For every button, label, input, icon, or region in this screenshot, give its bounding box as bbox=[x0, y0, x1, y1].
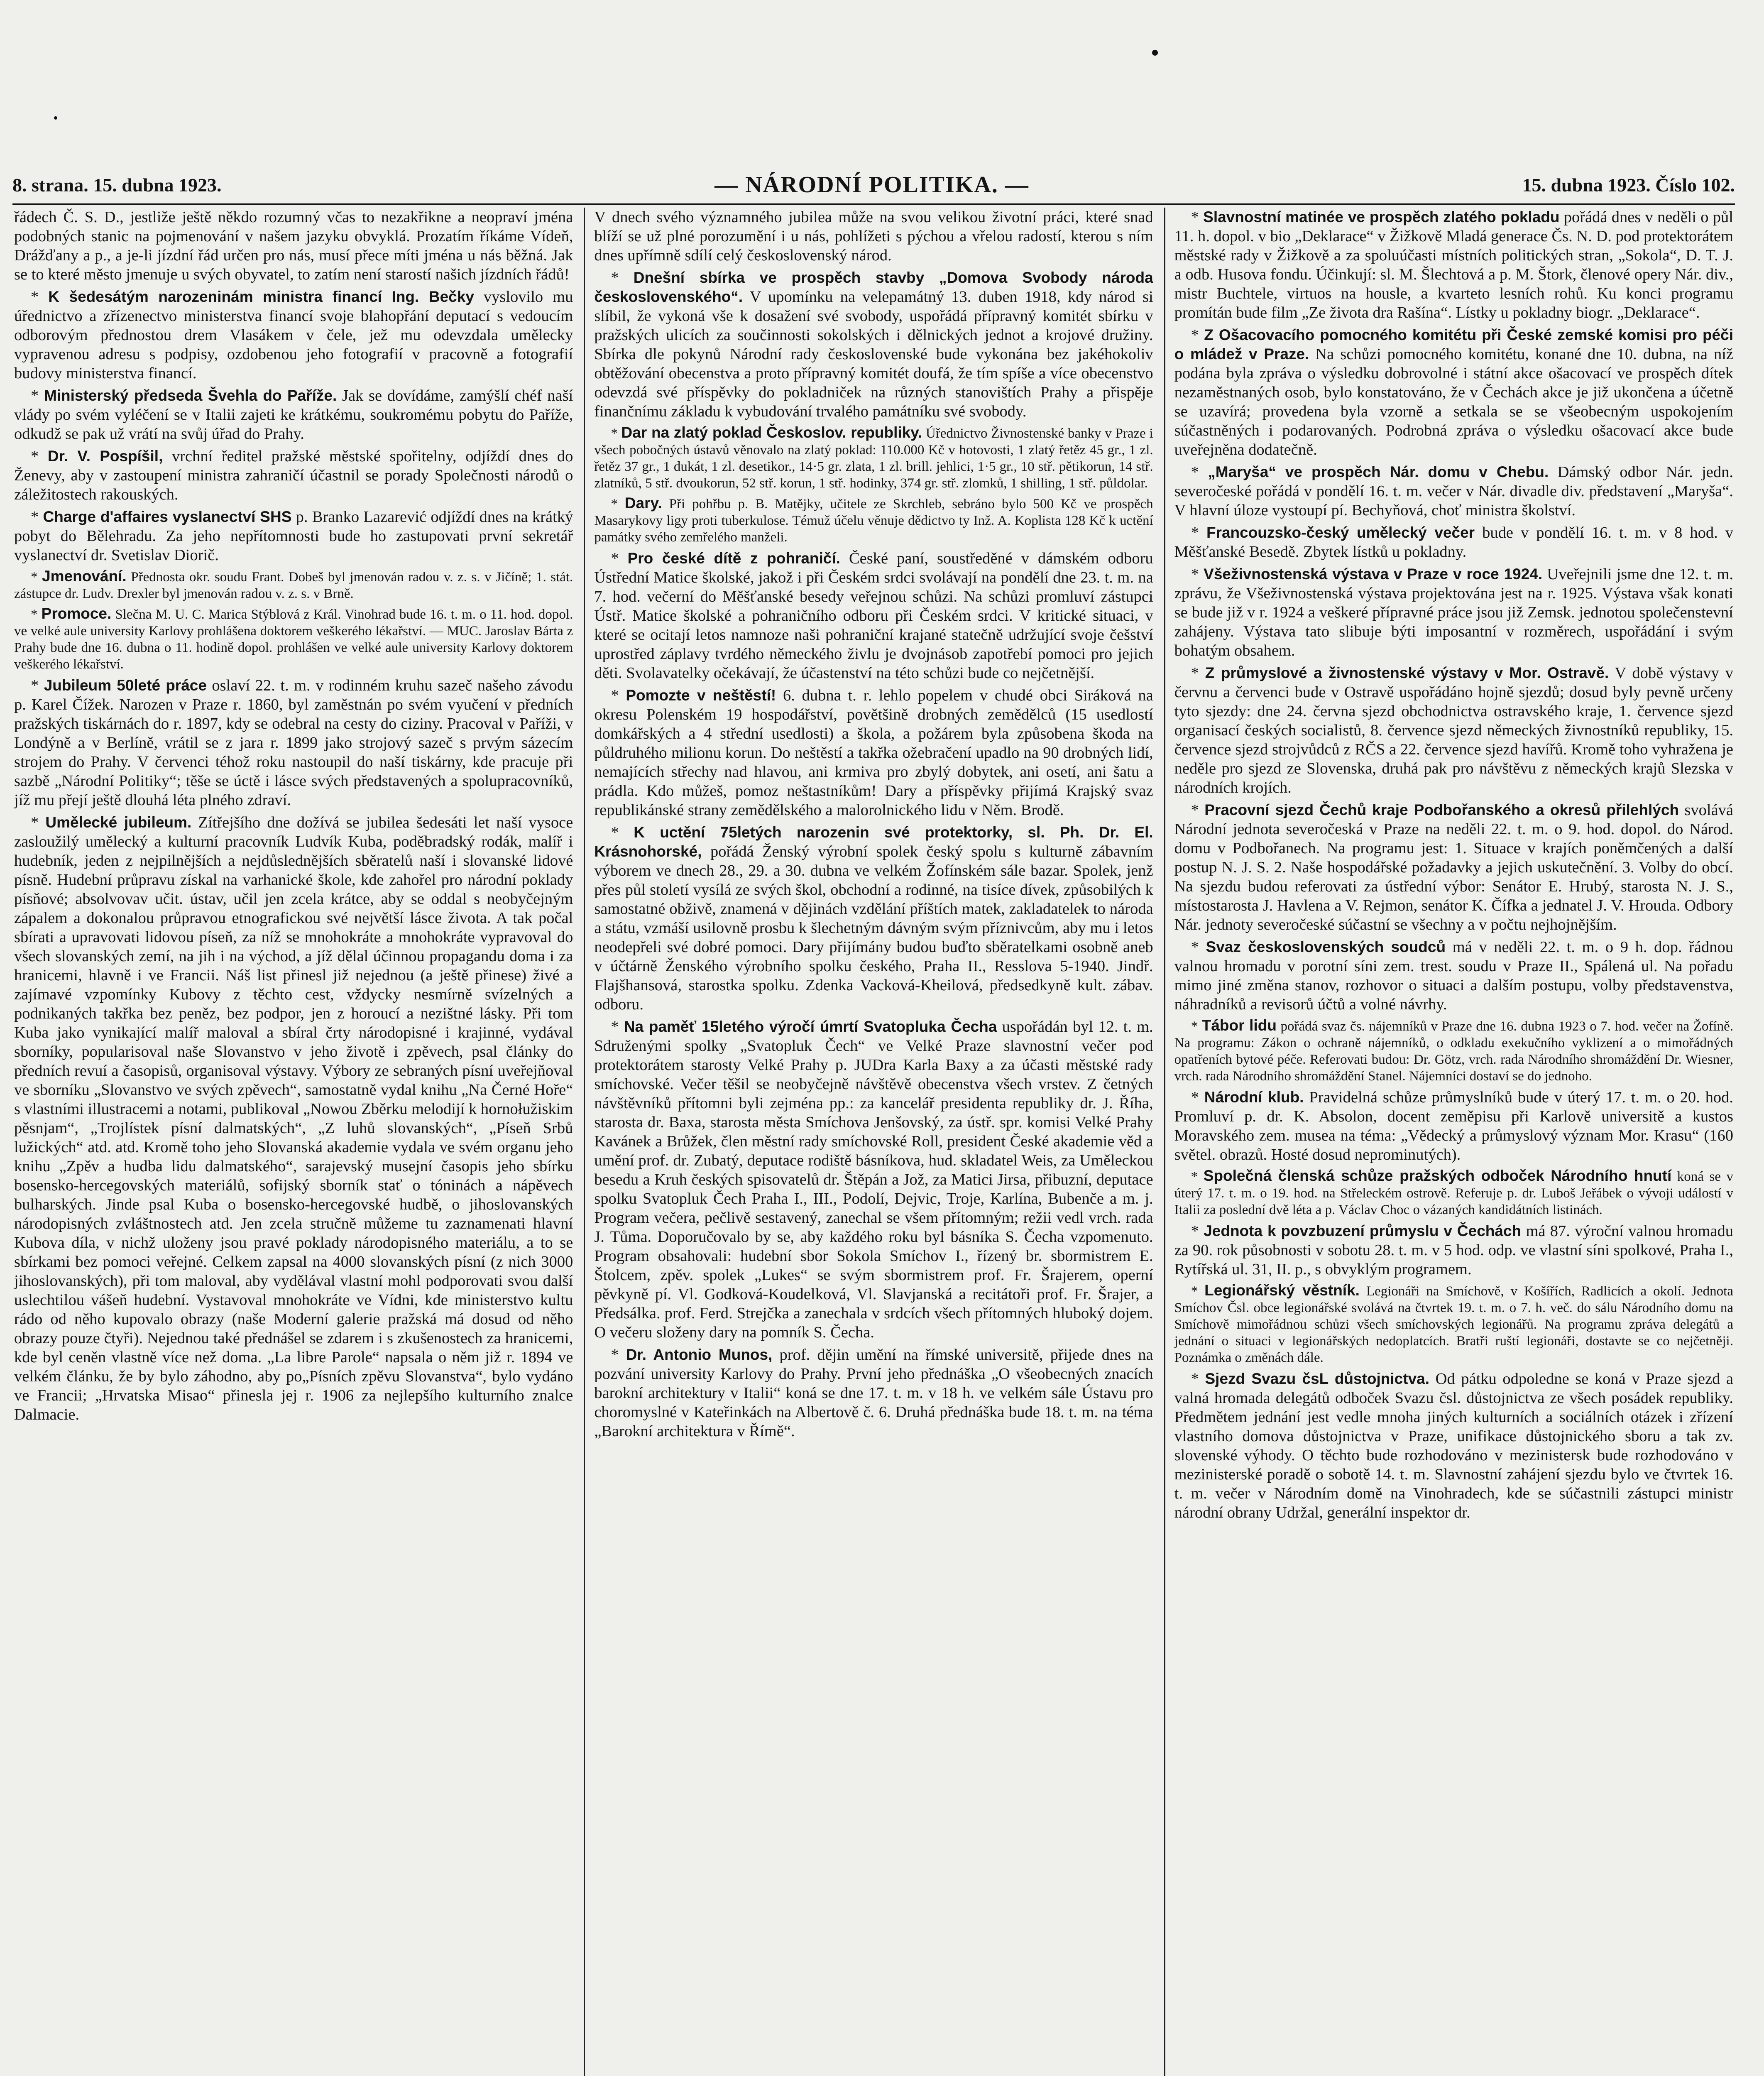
article-headline: Dr. V. Pospíšil, bbox=[47, 448, 163, 465]
article-paragraph: * Jednota k povzbuzení průmyslu v Čechách má 87. výroční valnou hromadu za 90. rok působnosti v sobotu 28. t. m. v 5 hod. odp. ve vlastní síni spolkové, Praha I., Rytířská ul. 31, II. p., s obvyklým programem. bbox=[1174, 1222, 1734, 1278]
article-headline: Umělecké jubileum. bbox=[45, 814, 192, 831]
article-text: řádech Č. S. D., jestliže ještě někdo rozumný včas to nezakřikne a neopraví jména podobných stanic na pojmenování v našem jazyku obvyklá. Prozatím říkáme Vídeň, Drážďany a p., a je-li jízdní řád určen pro nás, musí přece míti jména u nás běžná. Jak se to které město jmenuje u svých obyvatel, to zatím není starostí našich jízdních řádů! bbox=[14, 208, 573, 283]
newspaper-title: — NÁRODNÍ POLITIKA. — bbox=[714, 172, 1029, 198]
article-paragraph: * Svaz československých soudců má v neděli 22. t. m. o 9 h. dop. řádnou valnou hromadu v porotní síni zem. trest. soudu v Praze II., Spálená ul. Na pořadu mimo jiné změna stanov, rozhovor o situaci a dalším postupu, volby představenstva, náhradníků a revisorů účtů a volné návrhy. bbox=[1174, 938, 1734, 1013]
article-paragraph: * Z Ošacovacího pomocného komitétu při České zemské komisi pro péči o mládež v Praze. Na schůzi pomocného komitétu, konané dne 10. dubna, na níž podána byla zpráva o výsledku dobrovolné i státní akce ošacovací ve prospěch dítek nezaměstnaných osob, bylo konstatováno, že v Čechách akce je již ukončena a účetně se uzavírá; provedena byla vzorně a setkala se se všeobecným uspokojením súčastněných i podarovaných. Podrobná zpráva o výsledku ošacovací akce bude uveřejněna dodatečně. bbox=[1174, 326, 1733, 458]
article-columns bbox=[12, 208, 1735, 2076]
article-text: Slečna M. U. C. Marica Stýblová z Král. Vinohrad bude 16. t. m. o 11. hod. dopol. ve velké aule university Karlovy prohlášena doktorem veškerého lékařství. — MUC. Jaroslav Bárta z Prahy bude dne 16. dubna o 11. hodině dopol. prohlášen ve velké aule university Karlovy doktorem veškerého lékařství. bbox=[14, 607, 573, 672]
article-paragraph: * Dary. Při pohřbu p. B. Matějky, učitele ze Skrchleb, sebráno bylo 500 Kč ve prospěch Masarykovy ligy proti tuberkulose. Témuž účelu věnuje dědictvo ty Inž. A. Koplista 128 Kč k uctění památky svého zemřelého manželi. bbox=[594, 495, 1153, 545]
article-text: Od pátku odpoledne se koná v Praze sjezd a valná hromada delegátů odboček Svazu čsl. důstojnictva ze všech posádek republiky. Předmětem jednání jest vedle mnoha jiných kulturních a sociálních otázek i zřízení vlastního domova důstojnictva v Praze, unifikace důstojnického sboru a tak zv. slovenské výhody. O těchto bude rozhodováno v mezinistersk bude rozhodováno v mezinisterské poradě o sobotě 14. t. m. Slavnostní zahájení sjezdu bylo ve čtvrtek 16. t. m. večer v Národním domě na Vinohradech, kde se súčastnili zástupci ministr národní obrany Udržal, generální inspektor dr. bbox=[1174, 1370, 1733, 1521]
issue-number: 15. dubna 1923. Číslo 102. bbox=[1522, 174, 1735, 196]
article-paragraph: * Národní klub. Pravidelná schůze průmyslníků bude v úterý 17. t. m. o 20. hod. Promluví p. dr. K. Absolon, docent zeměpisu při Karlově universitě a kustos Moravského zem. musea na téma: „Vědecký a průmyslový význam Mor. Krasu“ (160 světel. obrazů. Hosté dosud neprominutých). bbox=[1174, 1089, 1733, 1163]
print-mark bbox=[54, 116, 57, 120]
article-paragraph: * Umělecké jubileum. Zítřejšího dne dožívá se jubilea šedesáti let naší vysoce zasloužilý umělecký a kulturní pracovník Ludvík Kuba, poděbradský rodák, malíř i hudebník, jeden z nejpilnějších a nejdůslednějších sběratelů naší i slovanské lidové písně. Hudební průpravu získal na varhanické škole, kde zahořel pro národní poklady písňové; absolvovav učit. ústav, učil jen zcela krátce, aby se oddal s neobyčejným zápalem a dokonalou průpravou etnografickou své největší lásce života. A tak počal sbírati a upravovati lidovou píseň, za níž se mnohokráte a mnohokráte vypravoval do všech slovanských zemí, na jih i na východ, a jíž dělal účinnou propagandu doma i za hranicemi, hlavně i ve Francii. Náš list přinesl již nejednou (a ještě přinese) živé a zajímavé vzpomínky Kubovy z těchto cest, vždycky nesmírně svízelných a podnikaných takřka bez peněz, bez podpor, jen z horoucí a nezištné lásky. Při tom Kuba jako vynikající malíř maloval a sbíral črty národopisné i krajinné, vydával sborníky, popularisoval naše Slovanstvo v jeho životě i zpěvech, psal články do předních revuí a časopisů, organisoval výstavy. Výbory ze sebraných písní uveřejňoval ve sborníku „Slovanstvo ve svých zpěvech“, samostatně vydal knihu „Na Černé Hoře“ s vlastními illustracemi a notami, publikoval „Nowou Zběrku melodijí k hornołužiskim pěsnjam“, „Trojlístek písní dalmatských“, „Z luhů slovanských“, „Píseň Srbů lužických“ atd. atd. Kromě toho jeho Slovanská akademie vydala ve svém organu jeho knihu „Zpěv a hudba lidu dalmatského“, sarajevský musejní časopis jeho sbírku bosensko-hercegovských materiálů, sofijský sborník stať o tóninách a nápěvech bulharských. Jinde psal Kuba o bosensko-hercegovské hudbě, o jihoslovanských národopisných zvláštnostech atd. Jen zcela stručně můžeme tu zaznamenati hlavní Kubova díla, v nichž uloženy jsou pravé poklady národopisného materiálu, a to se sbírkami bez pomoci veřejné. Celkem zapsal na 4000 slovanských písní (z nich 3000 jihoslovanských), při tom maloval, aby vydělával vlastní mohl podporovati svou další uslechtilou vášeň hudební. Vystavoval mnohokráte ve Vídni, kde ministerstvo kultu rádo od něho kupovalo obrazy (naše Moderní galerie pražská má dosud od něho obrazy pouze čtyři). Nejednou také přednášel se zdarem i s zkušenostech za hranicemi, kde byl ceněn vlastně více než doma. „La libre Parole“ napsala o něm již r. 1894 ve velkém článku, že by bylo záhodno, aby po„Písních zpěvu Slovanstva“, bylo vydáno ve Francii; „Hrvatska Misao“ přinesla jej r. 1906 za nejlepšího kulturního znalce Dalmacie. bbox=[14, 814, 573, 1423]
article-paragraph: * Dar na zlatý poklad Českoslov. republiky. Úřednictvo Živnostenské banky v Praze i všech pobočných ústavů věnovalo na zlatý poklad: 110.000 Kč v hotovosti, 1 zlatý řetěz 45 gr., 1 zl. řetěz 37 gr., 1 dukát, 1 zl. desetikor., 14·5 gr. zlata, 1 zl. brill. jehlici, 1·5 gr., 10 stř. pětikorun, 14 stř. zlatníků, 5 stř. dvoukorun, 52 stř. korun, 1 stř. hodinky, 374 gr. stř. zlomků, 1 shilling, 1 stř. půldolar. bbox=[594, 424, 1153, 491]
article-text: koná se v úterý 17. t. m. o 19. hod. na Střeleckém ostrově. Referuje p. dr. Luboš Jeřábek o vývoji událostí v Italii za poslední dvě léta a p. Václav Choc o vázaných kandidátních listinách. bbox=[1174, 1169, 1733, 1217]
article-text: V upomínku na velepamátný 13. duben 1918, kdy národ si slíbil, že vykoná vše k dosažení své svobody, uspořádá přípravný komitét sbírku v pražských ulicích za součinnosti sokolských i dělnických jednot a krojové družiny. Sbírka dle pokynů Národní rady československé bude vykonána bez jakéhokoliv obtěžování obecenstva a proto přípravný komitét doufá, že tím spíše a více obecenstvo odevzdá své příspěvky do pokladniček na různých stanovištích Prahy a přispěje finančnímu základu k vybudování trvalého památníku své svobody. bbox=[594, 288, 1153, 420]
article-paragraph: * Ministerský předseda Švehla do Paříže. Jak se dovídáme, zamýšlí chéf naší vlády po svém vyléčení se v Italii zajeti ke krátkému, soukromému pobytu do Paříže, odkudž se pak už vrátí na svůj úřad do Prahy. bbox=[14, 387, 573, 443]
article-paragraph: * Pro české dítě z pohraničí. České paní, soustředěné v dámském odboru Ústřední Matice školské, jakož i při Českém srdci svolávají na pondělí dne 23. t. m. na 7. hod. večerní do Měšťanské besedy veřejnou schůzi. Na schůzi promluví zástupci Ústř. Matice školské a pohraničního odboru při Českém srdci. V kritické situaci, v které se ocitají letos namnoze naši pohraniční krajané statečně udržující svoje češství uprostřed záplavy tvrdého německého živlu je dvojnásob zapotřebí pomoci pro jejich děti. Svolavatelky očekávají, že účastenství na této schůzi bude co nejčetnější. bbox=[594, 550, 1153, 682]
article-paragraph: * Dr. V. Pospíšil, vrchní ředitel pražské městské spořitelny, odjíždí dnes do Ženevy, aby v zastoupení ministra zahraničí účastnil se porady Společnosti národů o záležitostech rakouských. bbox=[14, 448, 573, 503]
article-headline: K uctění 75letých narozenin své protektorky, sl. Ph. Dr. El. Krásnohorské, bbox=[594, 824, 1153, 860]
article-paragraph: * Legionářský věstník. Legionáři na Smíchově, v Košířích, Radlicích a okolí. Jednota Smíchov Čsl. obce legionářské svolává na čtvrtek 19. t. m. o 7. h. več. do sálu Národního domu na Smíchově mimořádnou schůzi všech smíchovských legionářů. Na programu zpráva delegátů a jednání o situaci v legionářských nedoplatcích. Bratři ruští legionáři, dostavte se co nejčetněji. Poznámka o změnách dále. bbox=[1174, 1282, 1733, 1365]
article-text: Dámský odbor Nár. jedn. severočeské pořádá v pondělí 16. t. m. večer v Nár. divadle div. představení „Maryša“. V hlavní úloze vystoupí pí. Bechyňová, choť ministra školství. bbox=[1174, 463, 1733, 519]
article-text: V dnech svého významného jubilea může na svou velikou životní práci, které snad blíží se už plné porozumění i u nás, pohlížeti s pýchou a vřelou radostí, kterou s ním dnes upřímně sdílí celý československý národ. bbox=[594, 208, 1153, 264]
article-headline: Tábor lidu bbox=[1201, 1017, 1277, 1034]
article-text: bude v pondělí 16. t. m. v 8 hod. v Měšťanské Besedě. Zbytek lístků u pokladny. bbox=[1174, 524, 1733, 561]
article-headline: Charge d'affaires vyslanectví SHS bbox=[43, 508, 292, 525]
article-text: V době výstavy v červnu a červenci bude v Ostravě uspořádáno hojně sjezdů; dosud byly pevně určeny tyto sjezdy: dne 24. června sjezd obchodnictva ostravského kraje, 1. července sjezd organisací českých socialistů, 8. července sjezd německých živnostníků republiky, 15. července sjezd strojvůdců z RČS a 22. července sjezd havířů. Kromě toho vyhražena je neděle pro sjezd ze Slovenska, druhá pak pro návštěvu z německých krajů Slezska v národních krojích. bbox=[1174, 664, 1733, 796]
article-text: pořádá dnes v neděli o půl 11. h. dopol. v bio „Deklarace“ v Žižkově Mladá generace Čs. N. D. pod protektorátem městské rady v Žižkově a za spoluúčasti místních politických stran, „Sokola“, D. T. J. a odb. Husova fondu. Účinkují: sl. M. Šlechtová a p. M. Štork, členové opery Nár. div., mistr Buchtele, virtuos na housle, a kvarteto lesních rohů. Ku konci programu promítán bude film „Ze života dra Rašína“. Lístky u pokladny biogr. „Deklarace“. bbox=[1174, 208, 1733, 321]
column-2 bbox=[584, 208, 1155, 2076]
article-text: svolává Národní jednota severočeská v Praze na neděli 22. t. m. o 9. hod. dopol. do Národ. domu v Podbořanech. Na programu jest: 1. Situace v krajích poněmčených a další postup N. J. S. 2. Naše hospodářské požadavky a jejich uskutečnění. 3. Volby do obcí. Na sjezdu budou referovati za ústřední výbor: Senátor E. Hrubý, starosta N. J. S., místostarosta J. Havlena a V. Rejmon, senátor K. Čífka a jednatel J. V. Hrouda. Odbory Nár. jednoty severočeské súčastní se všechny a v počtu nejhojnějším. bbox=[1174, 801, 1734, 933]
article-text: Uveřejnili jsme dne 12. t. m. zprávu, že Všeživnostenská výstava projektována jest na r. 1925. Výstava však konati se bude již v r. 1924 a veškeré přípravné práce jsou již Zemsk. jednotou společenstevní zahájeny. Výstava tato slibuje býti imposantní v rozměrech, uspořádání i svým bohatým obsahem. bbox=[1174, 566, 1733, 659]
article-headline: Všeživnostenská výstava v Praze v roce 1924. bbox=[1204, 566, 1543, 583]
article-paragraph: * Jmenování. Přednosta okr. soudu Frant. Dobeš byl jmenován radou v. z. s. v Jičíně; 1. stát. zástupce dr. Ludv. Drexler byl jmenován radou v. z. s. v Brně. bbox=[14, 568, 573, 601]
article-headline: Dar na zlatý poklad Českoslov. republiky. bbox=[621, 424, 922, 441]
article-text: Jak se dovídáme, zamýšlí chéf naší vlády po svém vyléčení se v Italii zajeti ke krátkému, soukromému pobytu do Paříže, odkudž se pak už vrátí na svůj úřad do Prahy. bbox=[14, 387, 573, 443]
article-paragraph: * K šedesátým narozeninám ministra financí Ing. Bečky vyslovilo mu úřednictvo a zřízenectvo ministerstva financí svoje blahopřání deputací s vedoucím odborovým přednostou drem Vlasákem v čele, jež mu odevzdala umělecky vypravenou adresu s podpisy, ozdobenou jeho fotografií v pracovně a fotografií budovy ministerstva financí. bbox=[14, 288, 573, 382]
article-paragraph: * Společná členská schůze pražských odboček Národního hnutí koná se v úterý 17. t. m. o 19. hod. na Střeleckém ostrově. Referuje p. dr. Luboš Jeřábek o vývoji událostí v Italii za poslední dvě léta a p. Václav Choc o vázaných kandidátních listinách. bbox=[1174, 1167, 1733, 1217]
print-mark bbox=[1152, 50, 1158, 56]
article-text: p. Branko Lazarević odjíždí dnes na krátký pobyt do Bělehradu. Za jeho nepřítomnosti bude ho zastupovati první sekretář vyslanectví dr. Svetislav Diorič. bbox=[14, 508, 573, 564]
article-text: České paní, soustředěné v dámském odboru Ústřední Matice školské, jakož i při Českém srdci svolávají na pondělí dne 23. t. m. na 7. hod. večerní do Měšťanské besedy veřejnou schůzi. Na schůzi promluví zástupci Ústř. Matice školské a pohraničního odboru při Českém srdci. V kritické situaci, v které se ocitají letos namnoze naši pohraniční krajané statečně udržující svoje češství uprostřed záplavy tvrdého německého živlu je dvojnásob zapotřebí pomoci pro jejich děti. Svolavatelky očekávají, že účastenství na této schůzi bude co nejčetnější. bbox=[594, 550, 1153, 682]
article-text: Na schůzi pomocného komitétu, konané dne 10. dubna, na níž podána byla zpráva o výsledku dobrovolné i státní akce ošacovací ve prospěch dítek nezaměstnaných osob, bylo konstatováno, že v Čechách akce je již ukončena a účetně se uzavírá; provedena byla vzorně a setkala se se všeobecným uspokojením súčastněných i podarovaných. Podrobná zpráva o výsledku ošacovací akce bude uveřejněna dodatečně. bbox=[1174, 345, 1733, 458]
article-text: Legionáři na Smíchově, v Košířích, Radlicích a okolí. Jednota Smíchov Čsl. obce legionářské svolává na čtvrtek 19. t. m. o 7. h. več. do sálu Národního domu na Smíchově mimořádnou schůzi všech smíchovských legionářů. Na programu zpráva delegátů a jednání o situaci v legionářských nedoplatcích. Bratři ruští legionáři, dostavte se co nejčetněji. Poznámka o změnách dále. bbox=[1174, 1284, 1733, 1365]
article-paragraph bbox=[594, 208, 1153, 265]
article-paragraph: * Francouzsko-český umělecký večer bude v pondělí 16. t. m. v 8 hod. v Měšťanské Besedě. Zbytek lístků u pokladny. bbox=[1174, 524, 1733, 561]
article-headline: Slavnostní matinée ve prospěch zlatého pokladu bbox=[1203, 208, 1560, 225]
article-text: 6. dubna t. r. lehlo popelem v chudé obci Siráková na okresu Polenském 19 hospodářství, povětšině drobných zemědělců (15 usedlostí domkářských a 4 střední usedlosti) a škola, a požárem byla způsobena škoda na půldruhého milionu korun. Do neštěstí a takřka ožebračení upadlo na 90 drobných lidí, nemajících střechy nad hlavou, ani krmiva pro zbylý dobytek, ani osetí, ani šatu a prádla. Kdo můžeš, pomoz neštastníkům! Dary a příspěvky přijímá Krajský svaz republikánské strany zemědělského a malorolnického lidu v Něm. Brodě. bbox=[594, 687, 1153, 819]
page-number-date: 8. strana. 15. dubna 1923. bbox=[12, 174, 222, 196]
article-headline: Společná členská schůze pražských odboček Národního hnutí bbox=[1203, 1167, 1672, 1184]
article-paragraph: * Dnešní sbírka ve prospěch stavby „Domova Svobody národa československého“. V upomínku na velepamátný 13. duben 1918, kdy národ si slíbil, že vykoná vše k dosažení své svobody, uspořádá přípravný komitét sbírku v pražských ulicích za součinnosti sokolských i dělnických jednot a krojové družiny. Sbírka dle pokynů Národní rady československé bude vykonána bez jakéhokoliv obtěžování obecenstva a proto přípravný komitét doufá, že tím spíše a více obecenstvo odevzdá své příspěvky do pokladniček na různých stanovištích Prahy a přispěje finančnímu základu k vybudování trvalého památníku své svobody. bbox=[594, 269, 1153, 420]
article-headline: Promoce. bbox=[41, 605, 112, 622]
article-paragraph: * Pomozte v neštěstí! 6. dubna t. r. lehlo popelem v chudé obci Siráková na okresu Polenském 19 hospodářství, povětšině drobných zemědělců (15 usedlostí domkářských a 4 střední usedlosti) a škola, a požárem byla způsobena škoda na půldruhého milionu korun. Do neštěstí a takřka ožebračení upadlo na 90 drobných lidí, nemajících střechy nad hlavou, ani krmiva pro zbylý dobytek, ani osetí, ani šatu a prádla. Kdo můžeš, pomoz neštastníkům! Dary a příspěvky přijímá Krajský svaz republikánské strany zemědělského a malorolnického lidu v Něm. Brodě. bbox=[594, 687, 1153, 819]
article-headline: Francouzsko-český umělecký večer bbox=[1206, 524, 1475, 541]
article-headline: Národní klub. bbox=[1204, 1089, 1304, 1106]
article-headline: Na paměť 15letého výročí úmrtí Svatopluka Čecha bbox=[624, 1018, 997, 1035]
column-3 bbox=[1164, 208, 1735, 2076]
article-text: pořádá Ženský výrobní spolek český spolu s kulturně zábavním výborem ve dnech 28., 29. a 30. dubna ve velkém Žofínském sále bazar. Spolek, jenž přes půl století vysílá ze svých škol, obchodní a rodinné, na tisíce dívek, způsobilých k samostatné obživě, znamená v dějinách vzdělání příštích matek, zakladatelek to národa a státu, vzmáší usilovně prosbu k šlechetným dávným svým příznivcům, aby mu i letos neodepřeli své dobré pomoci. Dary přijímány budou buďto sběratelkami osobně aneb v účtárně Ženského výrobního spolku českého, Praha II., Resslova 5-1940. Jindř. Flajšhansová, starostka spolku. Zdenka Vacková-Kheilová, předsedkyně kult. zábav. odboru. bbox=[594, 843, 1153, 1013]
page-header bbox=[12, 166, 1735, 205]
article-headline: Sjezd Svazu čsL důstojnictva. bbox=[1205, 1370, 1430, 1387]
article-text: pořádá svaz čs. nájemníků v Praze dne 16. dubna 1923 o 7. hod. večer na Žofíně. Na programu: Zákon o ochraně nájemníků, o odkladu exekučního vyklizení a o mimořádných opatřeních bytové péče. Referovati budou: Dr. Götz, vrch. rada Národního shromáždění Dr. Wiesner, vrch. rada Národního shromáždění Stanel. Nájemníci dostaví se do jednoho. bbox=[1174, 1019, 1733, 1084]
article-paragraph: * Z průmyslové a živnostenské výstavy v Mor. Ostravě. V době výstavy v červnu a červenci bude v Ostravě uspořádáno hojně sjezdů; dosud byly pevně určeny tyto sjezdy: dne 24. června sjezd obchodnictva ostravského kraje, 1. července sjezd organisací českých socialistů, 8. července sjezd německých živnostníků republiky, 15. července sjezd strojvůdců z RČS a 22. července sjezd havířů. Kromě toho vyhražena je neděle pro sjezd ze Slovenska, druhá pak pro návštěvu z německých krajů Slezska v národních krojích. bbox=[1174, 664, 1733, 796]
article-text: Přednosta okr. soudu Frant. Dobeš byl jmenován radou v. z. s. v Jičíně; 1. stát. zástupce dr. Ludv. Drexler byl jmenován radou v. z. s. v Brně. bbox=[14, 570, 573, 601]
article-headline: Ministerský předseda Švehla do Paříže. bbox=[44, 387, 337, 404]
article-paragraph: * Slavnostní matinée ve prospěch zlatého pokladu pořádá dnes v neděli o půl 11. h. dopol. v bio „Deklarace“ v Žižkově Mladá generace Čs. N. D. pod protektorátem městské rady v Žižkově a za spoluúčasti místních politických stran, „Sokola“, D. T. J. a odb. Husova fondu. Účinkují: sl. M. Šlechtová a p. M. Štork, členové opery Nár. div., mistr Buchtele, virtuos na housle, a kvarteto lesních rohů. Ku konci programu promítán bude film „Ze života dra Rašína“. Lístky u pokladny biogr. „Deklarace“. bbox=[1174, 208, 1733, 321]
article-headline: Pomozte v neštěstí! bbox=[626, 687, 776, 704]
article-headline: K šedesátým narozeninám ministra financí Ing. Bečky bbox=[48, 288, 474, 305]
article-headline: Pracovní sjezd Čechů kraje Podbořanského a okresů přilehlých bbox=[1204, 801, 1679, 818]
article-paragraph: * K uctění 75letých narozenin své protektorky, sl. Ph. Dr. El. Krásnohorské, pořádá Ženský výrobní spolek český spolu s kulturně zábavním výborem ve dnech 28., 29. a 30. dubna ve velkém Žofínském sále bazar. Spolek, jenž přes půl století vysílá ze svých škol, obchodní a rodinné, na tisíce dívek, způsobilých k samostatné obživě, znamená v dějinách vzdělání příštích matek, zakladatelek to národa a státu, vzmáší usilovně prosbu k šlechetným dávným svým příznivcům, aby mu i letos neodepřeli své dobré pomoci. Dary přijímány budou buďto sběratelkami osobně aneb v účtárně Ženského výrobního spolku českého, Praha II., Resslova 5-1940. Jindř. Flajšhansová, starostka spolku. Zdenka Vacková-Kheilová, předsedkyně kult. zábav. odboru. bbox=[594, 824, 1153, 1013]
article-headline: Jubileum 50leté práce bbox=[44, 677, 207, 694]
article-headline: Z Ošacovacího pomocného komitétu při České zemské komisi pro péči o mládež v Praze. bbox=[1174, 326, 1733, 362]
article-headline: Legionářský věstník. bbox=[1204, 1282, 1360, 1299]
article-paragraph: * Dr. Antonio Munos, prof. dějin umění na římské universitě, přijede dnes na pozvání university Karlovy do Prahy. První jeho přednáška „O všeobecných znacích barokní architektury v Italii“ koná se dne 17. t. m. v 18 h. ve velkém sále Ústavu pro choromyslné v Kateřinkách na Albertově č. 6. Druhá přednáška bude 18. t. m. na téma „Barokní architektura v Římě“. bbox=[594, 1346, 1153, 1440]
column-1 bbox=[12, 208, 575, 2076]
article-paragraph: * Charge d'affaires vyslanectví SHS p. Branko Lazarević odjíždí dnes na krátký pobyt do Bělehradu. Za jeho nepřítomnosti bude ho zastupovati první sekretář vyslanectví dr. Svetislav Diorič. bbox=[14, 508, 573, 564]
article-text: Pravidelná schůze průmyslníků bude v úterý 17. t. m. o 20. hod. Promluví p. dr. K. Absolon, docent zeměpisu při Karlově universitě a kustos Moravského zem. musea na téma: „Vědecký a průmyslový význam Mor. Krasu“ (160 světel. obrazů. Hosté dosud neprominutých). bbox=[1174, 1089, 1733, 1163]
article-headline: „Maryša“ ve prospěch Nár. domu v Chebu. bbox=[1208, 463, 1549, 480]
article-headline: Pro české dítě z pohraničí. bbox=[627, 550, 840, 567]
article-text: Úřednictvo Živnostenské banky v Praze i všech pobočných ústavů věnovalo na zlatý poklad: 110.000 Kč v hotovosti, 1 zlatý řetěz 45 gr., 1 zl. řetěz 37 gr., 1 dukát, 1 zl. desetikor., 14·5 gr. zlata, 1 zl. brill. jehlici, 1·5 gr., 10 stř. pětikorun, 14 stř. zlatníků, 5 stř. dvoukorun, 52 stř. korun, 1 stř. hodinky, 374 gr. stř. zlomků, 1 shilling, 1 stř. půldolar. bbox=[594, 426, 1153, 491]
article-text: vyslovilo mu úřednictvo a zřízenectvo ministerstva financí svoje blahopřání deputací s vedoucím odborovým přednostou drem Vlasákem v čele, jež mu odevzdala umělecky vypravenou adresu s podpisy, ozdobenou jeho fotografií v pracovně a fotografií budovy ministerstva financí. bbox=[14, 288, 573, 382]
article-paragraph: * Promoce. Slečna M. U. C. Marica Stýblová z Král. Vinohrad bude 16. t. m. o 11. hod. dopol. ve velké aule university Karlovy prohlášena doktorem veškerého lékařství. — MUC. Jaroslav Bárta z Prahy bude dne 16. dubna o 11. hodině dopol. prohlášen ve velké aule university Karlovy doktorem veškerého lékařství. bbox=[14, 605, 573, 672]
article-paragraph: * Pracovní sjezd Čechů kraje Podbořanského a okresů přilehlých svolává Národní jednota severočeská v Praze na neděli 22. t. m. o 9. hod. dopol. do Národ. domu v Podbořanech. Na programu jest: 1. Situace v krajích poněmčených a další postup N. J. S. 2. Naše hospodářské požadavky a jejich uskutečnění. 3. Volby do obcí. Na sjezdu budou referovati za ústřední výbor: Senátor E. Hrubý, starosta N. J. S., místostarosta J. Havlena a V. Rejmon, senátor K. Čífka a jednatel J. V. Hrouda. Odbory Nár. jednoty severočeské súčastní se všechny a v počtu nejhojnějším. bbox=[1174, 801, 1734, 933]
article-headline: Dary. bbox=[624, 495, 662, 512]
article-text: prof. dějin umění na římské universitě, přijede dnes na pozvání university Karlovy do Prahy. První jeho přednáška „O všeobecných znacích barokní architektury v Italii“ koná se dne 17. t. m. v 18 h. ve velkém sále Ústavu pro choromyslné v Kateřinkách na Albertově č. 6. Druhá přednáška bude 18. t. m. na téma „Barokní architektura v Římě“. bbox=[594, 1346, 1153, 1440]
article-text: vrchní ředitel pražské městské spořitelny, odjíždí dnes do Ženevy, aby v zastoupení ministra zahraničí účastnil se porady Společnosti národů o záležitostech rakouských. bbox=[14, 448, 573, 503]
article-headline: Jmenování. bbox=[42, 568, 127, 585]
article-headline: Svaz československých soudců bbox=[1206, 938, 1446, 955]
article-text: Zítřejšího dne dožívá se jubilea šedesáti let naší vysoce zasloužilý umělecký a kulturní pracovník Ludvík Kuba, poděbradský rodák, malíř i hudebník, jeden z nejpilnějších a nejdůslednějších sběratelů naší i slovanské lidové písně. Hudební průpravu získal na varhanické škole, kde zahořel pro národní poklady písňové; absolvovav učit. ústav, učil jen zcela krátce, aby se oddal s neobyčejným zápalem a dokonalou průpravou etnografickou své největší lásce života. A tak počal sbírati a upravovati lidovou píseň, za níž se mnohokráte a mnohokráte vypravoval do všech slovanských zemí, na jih i na východ, a jíž dělal účinnou propagandu doma i za hranicemi, hlavně i ve Francii. Náš list přinesl již nejednou (a ještě přinese) živé a zajímavé vzpomínky Kubovy z těchto cest, vždycky nesmírně svízelných a podnikaných takřka bez peněz, bez podpor, jen z horoucí a nezištné lásky. Při tom Kuba jako vynikající malíř maloval a sbíral črty národopisné i krajinné, vydával sborníky, popularisoval naše Slovanstvo v jeho životě i zpěvech, psal články do předních revuí a časopisů, organisoval výstavy. Výbory ze sebraných písní uveřejňoval ve sborníku „Slovanstvo ve svých zpěvech“, samostatně vydal knihu „Na Černé Hoře“ s vlastními illustracemi a notami, publikoval „Nowou Zběrku melodijí k hornołužiskim pěsnjam“, „Trojlístek písní dalmatských“, „Z luhů slovanských“, „Píseň Srbů lužických“ atd. atd. Kromě toho jeho Slovanská akademie vydala ve svém organu jeho knihu „Zpěv a hudba lidu dalmatského“, sarajevský musejní časopis jeho sbírku bosensko-hercegovských materiálů, sofijský sborník stať o tóninách a nápěvech bulharských. Jinde psal Kuba o bosensko-hercegovské hudbě, o jihoslovanských národopisných zvláštnostech atd. Jen zcela stručně můžeme tu zaznamenati hlavní Kubova díla, v nichž uloženy jsou pravé poklady národopisného materiálu, a to se sbírkami bez pomoci veřejné. Celkem zapsal na 4000 slovanských písní (z nich 3000 jihoslovanských), při tom maloval, aby vydělával vlastní mohl podporovati svou další uslechtilou vášeň hudební. Vystavoval mnohokráte ve Vídni, kde ministerstvo kultu rádo od něho kupovalo obrazy (naše Moderní galerie pražská má dosud od něho obrazy pouze čtyři). Nejednou také přednášel se zdarem i s zkušenostech za hranicemi, kde byl ceněn vlastně více než doma. „La libre Parole“ napsala o něm již r. 1894 ve velkém článku, že by bylo záhodno, aby po„Písních zpěvu Slovanstva“, bylo vydáno ve Francii; „Hrvatska Misao“ přinesla jej r. 1906 za nejlepšího kulturního znalce Dalmacie. bbox=[14, 814, 573, 1423]
article-paragraph: * Sjezd Svazu čsL důstojnictva. Od pátku odpoledne se koná v Praze sjezd a valná hromada delegátů odboček Svazu čsl. důstojnictva ze všech posádek republiky. Předmětem jednání jest vedle mnoha jiných kulturních a sociálních otázek i zřízení vlastního domova důstojnictva v Praze, unifikace důstojnického sboru a tak zv. slovenské výhody. O těchto bude rozhodováno v mezinistersk bude rozhodováno v mezinisterské poradě o sobotě 14. t. m. Slavnostní zahájení sjezdu bylo ve čtvrtek 16. t. m. večer v Národním domě na Vinohradech, kde se súčastnili zástupci ministr národní obrany Udržal, generální inspektor dr. bbox=[1174, 1370, 1733, 1521]
article-headline: Dr. Antonio Munos, bbox=[626, 1346, 773, 1363]
article-headline: Dnešní sbírka ve prospěch stavby „Domova Svobody národa československého“. bbox=[594, 269, 1153, 305]
article-text: má 87. výroční valnou hromadu za 90. rok působnosti v sobotu 28. t. m. v 5 hod. odp. ve vlastní síni spolkové, Praha I., Rytířská ul. 31, II. p., s obvyklým programem. bbox=[1174, 1222, 1734, 1278]
article-paragraph bbox=[14, 208, 573, 284]
article-paragraph: * „Maryša“ ve prospěch Nár. domu v Chebu. Dámský odbor Nár. jedn. severočeské pořádá v pondělí 16. t. m. večer v Nár. divadle div. představení „Maryša“. V hlavní úloze vystoupí pí. Bechyňová, choť ministra školství. bbox=[1174, 463, 1733, 519]
article-text: Při pohřbu p. B. Matějky, učitele ze Skrchleb, sebráno bylo 500 Kč ve prospěch Masarykovy ligy proti tuberkulose. Témuž účelu věnuje dědictvo ty Inž. A. Koplista 128 Kč k uctění památky svého zemřelého manželi. bbox=[594, 497, 1153, 545]
article-text: oslaví 22. t. m. v rodinném kruhu sazeč našeho závodu p. Karel Čížek. Narozen v Praze r. 1860, byl zaměstnán po svém vyučení v předních pražských tiskárnách do r. 1897, kdy se odebral na cesty do ciziny. Pracoval v Paříži, v Londýně a v Berlíně, vrátil se z jara r. 1899 jako strojový sazeč s prvým sázecím strojem do Prahy. V červenci téhož roku nastoupil do naší tiskárny, kde pracuje při sazbě „Národní Politiky“; těše se úctě i lásce svých představených a spolupracovníků, jíž mu přejí ještě dlouhá léta plného zdraví. bbox=[14, 677, 573, 809]
article-paragraph: * Všeživnostenská výstava v Praze v roce 1924. Uveřejnili jsme dne 12. t. m. zprávu, že Všeživnostenská výstava projektována jest na r. 1925. Výstava však konati se bude již v r. 1924 a veškeré přípravné práce jsou již Zemsk. jednotou společenstevní zahájeny. Výstava tato slibuje býti imposantní v rozměrech, uspořádání i svým bohatým obsahem. bbox=[1174, 566, 1733, 659]
article-paragraph: * Jubileum 50leté práce oslaví 22. t. m. v rodinném kruhu sazeč našeho závodu p. Karel Čížek. Narozen v Praze r. 1860, byl zaměstnán po svém vyučení v předních pražských tiskárnách do r. 1897, kdy se odebral na cesty do ciziny. Pracoval v Paříži, v Londýně a v Berlíně, vrátil se z jara r. 1899 jako strojový sazeč s prvým sázecím strojem do Prahy. V červenci téhož roku nastoupil do naší tiskárny, kde pracuje při sazbě „Národní Politiky“; těše se úctě i lásce svých představených a spolupracovníků, jíž mu přejí ještě dlouhá léta plného zdraví. bbox=[14, 677, 573, 809]
article-text: uspořádán byl 12. t. m. Sdruženými spolky „Svatopluk Čech“ ve Velké Praze slavnostní večer pod protektorátem starosty Velké Prahy p. JUDra Karla Baxy a za účasti městské rady smíchovské. Večer těšil se neobyčejně návštěvě obecenstva všech vrstev. Z četných návštěvníků přítomni byli zejména pp.: za kancelář presidenta republiky dr. J. Říha, starosta dr. Baxa, starosta města Smíchova Jenšovský, za ústř. spr. komisi Velké Prahy Kavánek a Brůžek, člen městní rady smíchovské Roll, president České akademie věd a umění prof. dr. Zubatý, deputace rodiště básníkova, hud. skladatel Weis, za Uměleckou besedu a Kruh českých spisovatelů dr. Štěpán a Jož, za Matici Jirsa, přibuzní, deputace spolku Svatopluk Čech Praha I., III., Podolí, Dejvic, Troje, Karlína, Bubenče a m. j. Program večera, pečlivě sestavený, zanechal se všem přítomným; režii vedl vrch. rada J. Tůma. Doporučovalo by se, aby každého roku byl básníka S. Čecha vzpomenuto. Program obsahovali: hudební sbor Sokola Smíchov I., řízený br. sbormistrem E. Štolcem, zpěv. spolek „Lukes“ se svým sbormistrem prof. Fr. Šrajerem, operní pěvkyně pí. Vl. Godková-Koudelková, Vl. Slavjanská a recitátoři prof. Fr. Šrajer, a Předsálka. prof. Ferd. Strejčka a zanechala v srdcích všech přítomných hluboký dojem. O večeru složeny dary na pomník S. Čecha. bbox=[594, 1018, 1153, 1341]
article-text: má v neděli 22. t. m. o 9 h. dop. řádnou valnou hromadu v porotní síni zem. trest. soudu v Praze II., Spálená ul. Na pořadu mimo jiné změna stanov, rozhovor o situaci a dalším postupu, volby představenstva, náhradníků a revisorů účtů a volné návrhy. bbox=[1174, 938, 1734, 1013]
article-paragraph: * Na paměť 15letého výročí úmrtí Svatopluka Čecha uspořádán byl 12. t. m. Sdruženými spolky „Svatopluk Čech“ ve Velké Praze slavnostní večer pod protektorátem starosty Velké Prahy p. JUDra Karla Baxy a za účasti městské rady smíchovské. Večer těšil se neobyčejně návštěvě obecenstva všech vrstev. Z četných návštěvníků přítomni byli zejména pp.: za kancelář presidenta republiky dr. J. Říha, starosta dr. Baxa, starosta města Smíchova Jenšovský, za ústř. spr. komisi Velké Prahy Kavánek a Brůžek, člen městní rady smíchovské Roll, president České akademie věd a umění prof. dr. Zubatý, deputace rodiště básníkova, hud. skladatel Weis, za Uměleckou besedu a Kruh českých spisovatelů dr. Štěpán a Jož, za Matici Jirsa, přibuzní, deputace spolku Svatopluk Čech Praha I., III., Podolí, Dejvic, Troje, Karlína, Bubenče a m. j. Program večera, pečlivě sestavený, zanechal se všem přítomným; režii vedl vrch. rada J. Tůma. Doporučovalo by se, aby každého roku byl básníka S. Čecha vzpomenuto. Program obsahovali: hudební sbor Sokola Smíchov I., řízený br. sbormistrem E. Štolcem, zpěv. spolek „Lukes“ se svým sbormistrem prof. Fr. Šrajerem, operní pěvkyně pí. Vl. Godková-Koudelková, Vl. Slavjanská a recitátoři prof. Fr. Šrajer, a Předsálka. prof. Ferd. Strejčka a zanechala v srdcích všech přítomných hluboký dojem. O večeru složeny dary na pomník S. Čecha. bbox=[594, 1018, 1153, 1341]
article-headline: Z průmyslové a živnostenské výstavy v Mor. Ostravě. bbox=[1205, 664, 1609, 681]
article-headline: Jednota k povzbuzení průmyslu v Čechách bbox=[1204, 1222, 1522, 1239]
article-paragraph: * Tábor lidu pořádá svaz čs. nájemníků v Praze dne 16. dubna 1923 o 7. hod. večer na Žofíně. Na programu: Zákon o ochraně nájemníků, o odkladu exekučního vyklizení a o mimořádných opatřeních bytové péče. Referovati budou: Dr. Götz, vrch. rada Národního shromáždění Dr. Wiesner, vrch. rada Národního shromáždění Stanel. Nájemníci dostaví se do jednoho. bbox=[1174, 1017, 1733, 1084]
